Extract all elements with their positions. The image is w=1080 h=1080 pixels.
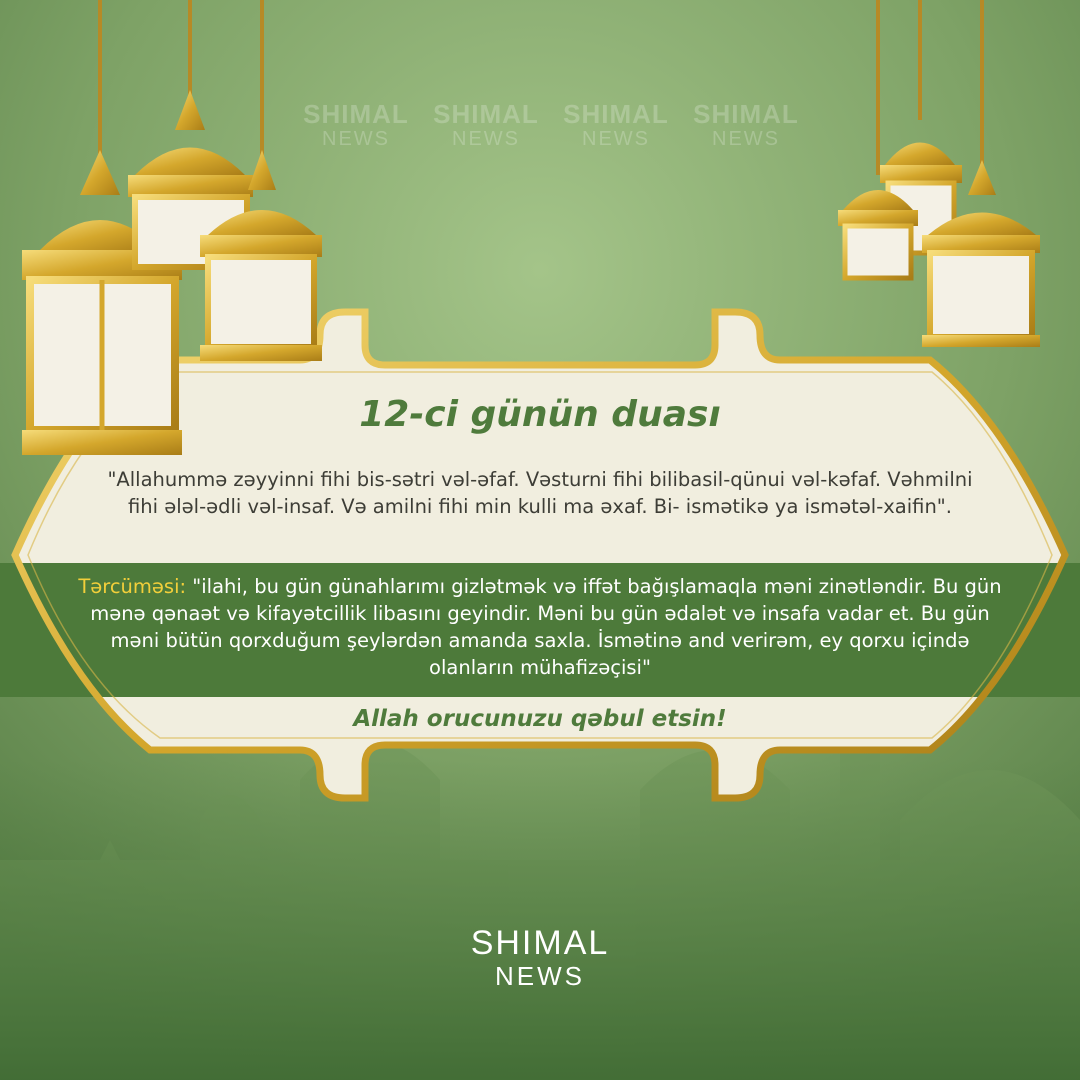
brand-logo [470,925,610,991]
watermark-logo: SHIMAL NEWS [303,99,409,150]
lantern-icon [838,0,918,278]
translation-label: Tərcüməsi: [78,575,187,598]
prayer-text: "Allahummə zəyyinni fihi bis-sətri vəl-əfaf. Vəsturni fihi bilibasil-qünui vəl-kəfaf. Vəhmilni fihi ələl-ədli vəl-insaf. Və amilni fihi min kulli ma əxaf. Bi- ismətikə ya ismətəl-xaifin". [107,468,973,518]
closing-text: Allah orucunuzu qəbul etsin! [353,706,727,732]
translation-text-block [70,573,1010,681]
watermark-logo: SHIMAL NEWS [693,99,799,150]
translation-text: "ilahi, bu gün günahlarımı gizlətmək və iffət bağışlamaqla məni zinətləndir. Bu gün mənə qənaət və kifayətcillik libasını geyindir. Məni bu gün ədalət və insafa vadar et. Bu gün məni bütün qorxduğum şeylərdən amanda saxla. İsmətinə and verirəm, ey qorxu içində olanların mühafizəçisi" [90,575,1002,679]
logo-line-1: SHIMAL [470,924,610,962]
watermark-logo: SHIMAL NEWS [563,99,669,150]
card-title: 12-ci günün duası [359,394,721,435]
watermark-logo: SHIMAL NEWS [433,99,539,150]
logo-line-2: NEWS [495,961,585,991]
